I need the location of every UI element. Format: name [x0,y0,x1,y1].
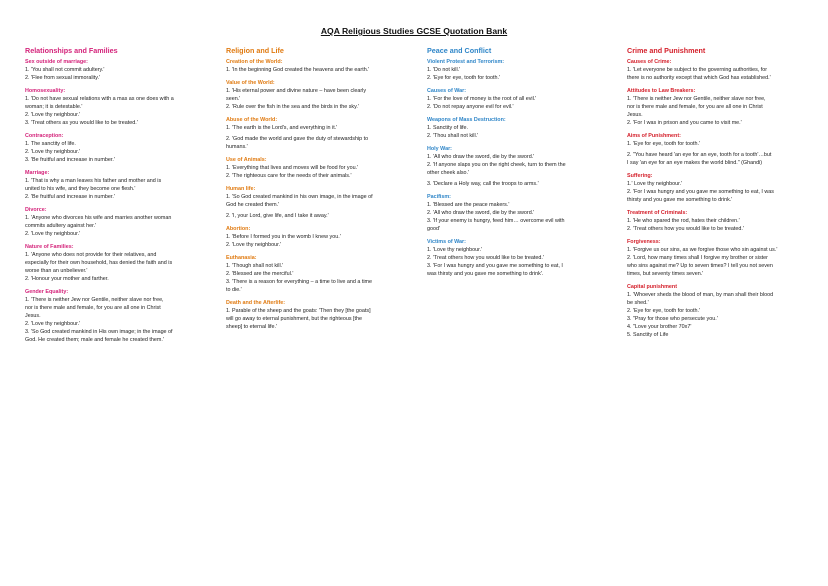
quote-line: 2. 'Flee from sexual immorality.' [25,75,101,81]
quote-line: 1. Parable of the sheep and the goats: 'Then they [the goats] [226,308,371,314]
quote-line: 2. 'Love thy neighbour.' [25,321,81,327]
quote-line: I say 'an eye for an eye makes the world blind." (Ghandi) [627,160,763,166]
quote-line: 3. 'So God created mankind in His own image; in the image of [25,329,173,335]
quote-line: 1. 'Whoever sheds the blood of man, by man shall their blood [627,292,774,298]
section-heading: Marriage: [25,170,50,176]
quote-line: was thirsty and you gave me something to drink'. [427,271,544,277]
quote-section [25,243,210,283]
quote-line: 5. Sanctity of Life [627,332,669,338]
section-heading: Aims of Punishment: [627,133,681,139]
quote-line: 1. 'There is neither Jew nor Gentile, neither slave nor free, [25,297,164,303]
quote-section [627,283,817,339]
quote-line: 3. "Pray for those who persecute you.' [627,316,718,322]
section-heading: Homosexuality: [25,88,66,94]
quote-section [226,79,411,111]
quote-section [427,116,612,140]
quote-line: thirsty and you gave me something to drink.' [627,197,733,203]
quote-line: 1. 'His eternal power and divine nature – have been clearly [226,88,367,94]
quote-line: 1. 'Anyone who does not provide for their relatives, and [25,252,157,258]
section-heading: Violent Protest and Terrorism: [427,59,505,65]
quote-line: 2. 'Treat others how you would like to be treated.' [427,255,544,261]
quote-section [427,145,612,188]
column-relationships-and-families [25,46,210,349]
quote-line: God he created them.' [226,202,280,208]
section-heading: Suffering: [627,173,653,179]
quote-line: times, but seventy times seven.' [627,271,704,277]
quote-line: 1. The sanctity of life. [25,141,76,147]
quote-line: 1. 'Let everyone be subject to the governing authorities, for [627,67,768,73]
quote-line: 2. 'If anyone slaps you on the right cheek, turn to them the [427,162,566,168]
quote-section [627,87,817,127]
quote-line: 2. 'Eye for eye, tooth for tooth.' [627,308,701,314]
quote-line: 1. 'The earth is the Lord's, and everything in it.' [226,125,338,131]
quote-section [427,87,612,111]
quote-section [627,132,817,167]
quote-line: 2. 'Love thy neighbour.' [25,112,81,118]
quote-line: 1. 'There is neither Jew nor Gentile, neither slave nor free, [627,96,766,102]
quote-section [25,169,210,201]
quote-section [627,58,817,82]
quote-section [226,225,411,249]
section-heading: Contraception: [25,133,64,139]
quote-line: 2. 'For I was in prison and you came to visit me.' [627,120,742,126]
quote-line: 2. 'The righteous care for the needs of their animals.' [226,173,352,179]
quote-section [226,116,411,151]
column-peace-and-conflict [427,46,612,283]
quote-line: who sins against me? Up to seven times? I tell you not seven [627,263,773,269]
quote-line: worse than an unbeliever.' [25,268,88,274]
section-heading: Human life: [226,186,256,192]
quote-line: 1. 'Eye for eye, tooth for tooth.' [627,141,701,147]
quote-line: 2. 'Be fruitful and increase in number.' [25,194,115,200]
quote-section [25,132,210,164]
quote-line: 1. Sanctity of life. [427,125,469,131]
quote-line: 2. 'All who draw the sword, die by the sword.' [427,210,535,216]
quote-line: 3. 'Declare a Holy way, call the troops to arms.' [427,181,539,187]
quote-line: 4. "Love your brother 70x7' [627,324,692,330]
quote-line: 1. 'Forgive us our sins, as we forgive those who sin against us.' [627,247,778,253]
quote-line: especially for their own household, has denied the faith and is [25,260,173,266]
section-heading: Euthanasia: [226,255,257,261]
quote-line: 2. 'Treat others how you would like to be treated.' [627,226,744,232]
quote-line: 1. 'All who draw the sword, die by the sword.' [427,154,535,160]
section-heading: Value of the World: [226,80,275,86]
section-heading: Attitudes to Law Breakers: [627,88,696,94]
section-heading: Death and the Afterlife: [226,300,286,306]
quote-line: Jesus. [25,313,41,319]
section-heading: Causes of War: [427,88,467,94]
quote-line: woman; it is detestable.' [25,104,83,110]
quote-line: to die.' [226,287,242,293]
quote-line: 2. 'Blessed are the merciful.' [226,271,294,277]
quote-line: 1. 'So God created mankind in his own image, in the image of [226,194,373,200]
quote-line: there is no authority except that which God has established.' [627,75,771,81]
quote-line: 1. 'Do not have sexual relations with a mas as one does with a [25,96,174,102]
quote-line: 2. "You have heard 'an eye for an eye, tooth for a tooth'…but [627,152,772,158]
quote-section [25,206,210,238]
quote-line: good' [427,226,441,232]
quote-line: 2. 'Lord, how many times shall I forgive my brother or sister [627,255,768,261]
quote-line: sheep] to eternal life.' [226,324,278,330]
section-heading: Victims of War: [427,239,466,245]
quote-line: 1.' Love thy neighbour.' [627,181,683,187]
quote-section [226,254,411,294]
quote-line: humans.' [226,144,248,150]
quote-line: 2. 'Rule over the fish in the sea and the birds in the sky.' [226,104,359,110]
quote-section [226,156,411,180]
quote-line: God. He created them; male and female he created them.' [25,337,164,343]
section-heading: Nature of Families: [25,244,74,250]
quote-section [627,209,817,233]
quote-section [226,185,411,220]
quote-section [427,58,612,82]
quote-line: 1. 'For the love of money is the root of all evil.' [427,96,537,102]
quote-line: united to his wife, and they become one flesh.' [25,186,136,192]
section-heading: Abuse of the World: [226,117,278,123]
column-heading: Crime and Punishment [627,46,706,55]
quote-section [25,87,210,127]
section-heading: Weapons of Mass Destruction: [427,117,506,123]
quote-line: 1. 'Blessed are the peace makers.' [427,202,510,208]
section-heading: Abortion: [226,226,251,232]
quote-line: 2. 'Love thy neighbour.' [25,231,81,237]
quote-section [25,288,210,344]
quote-section [226,299,411,331]
section-heading: Capital punishment [627,284,678,290]
section-heading: Gender Equality: [25,289,69,295]
column-heading: Relationships and Families [25,46,118,55]
section-heading: Forgiveness: [627,239,661,245]
section-heading: Use of Animals: [226,157,267,163]
quote-line: 3. 'If your enemy is hungry, feed him… overcome evil with [427,218,565,224]
section-heading: Sex outside of marriage: [25,59,88,65]
quote-line: 2. 'For I was hungry and you gave me something to eat, I was [627,189,774,195]
section-heading: Divorce: [25,207,47,213]
quote-section [627,172,817,204]
quote-line: seen.' [226,96,241,102]
quote-line: Jesus. [627,112,643,118]
quote-section [25,58,210,82]
quote-line: will go away to eternal punishment, but the righteous [the [226,316,363,322]
quote-line: 2. 'God made the world and gave the duty of stewardship to [226,136,369,142]
quote-line: other cheek also.' [427,170,470,176]
quote-line: be shed.' [627,300,649,306]
quote-line: 1. 'Do not kill.' [427,67,461,73]
quote-line: 1. 'Everything that lives and moves will be food for you.' [226,165,359,171]
quote-line: 3. 'Treat others as you would like to be treated.' [25,120,138,126]
quote-section [427,193,612,233]
quote-line: 1. 'Love thy neighbour.' [427,247,483,253]
quote-line: 3. 'There is a reason for everything – a time to live and a time [226,279,373,285]
quote-line: 2. 'Honour your mother and farther. [25,276,109,282]
quote-line: 2. 'Thou shall not kill.' [427,133,479,139]
quote-section [427,238,612,278]
column-religion-and-life [226,46,411,336]
section-heading: Pacifism: [427,194,451,200]
column-heading: Religion and Life [226,46,284,55]
page-title: AQA Religious Studies GCSE Quotation Bank [320,26,508,36]
quote-line: 3. 'For I was hungry and you gave me something to eat, I [427,263,563,269]
column-crime-and-punishment [627,46,817,344]
section-heading: Creation of the World: [226,59,283,65]
quote-line: commits adultery against her.' [25,223,97,229]
section-heading: Holy War: [427,146,452,152]
quote-section [226,58,411,74]
quote-line: 2. 'I, your Lord, give life, and I take it away.' [226,213,329,219]
quote-line: 1. 'Though shall not kill.' [226,263,284,269]
quote-line: 1. 'He who spared the rod, hates their children.' [627,218,740,224]
quote-line: nor is there male and female, for you are all one in Christ [25,305,161,311]
quote-line: 1. 'Anyone who divorces his wife and marries another woman [25,215,172,221]
quote-line: 1. 'Before I formed you in the womb I knew you.' [226,234,341,240]
section-heading: Causes of Crime: [627,59,672,65]
section-heading: Treatment of Criminals: [627,210,688,216]
quote-line: 1. 'You shall not commit adultery.' [25,67,105,73]
quote-line: nor is there male and female, for you are all one in Christ [627,104,763,110]
quote-line: 1. 'That is why a man leaves his father and mother and is [25,178,162,184]
quote-line: 2. 'Eye for eye, tooth for tooth.' [427,75,501,81]
quote-line: 2. 'Do not repay anyone evil for evil.' [427,104,514,110]
quote-line: 1. 'In the beginning God created the heavens and the earth.' [226,67,370,73]
quote-section [627,238,817,278]
column-heading: Peace and Conflict [427,46,492,55]
quote-line: 2. 'Love thy neighbour.' [25,149,81,155]
quote-line: 2. 'Love thy neighbour.' [226,242,282,248]
quote-line: 3. 'Be fruitful and increase in number.' [25,157,115,163]
